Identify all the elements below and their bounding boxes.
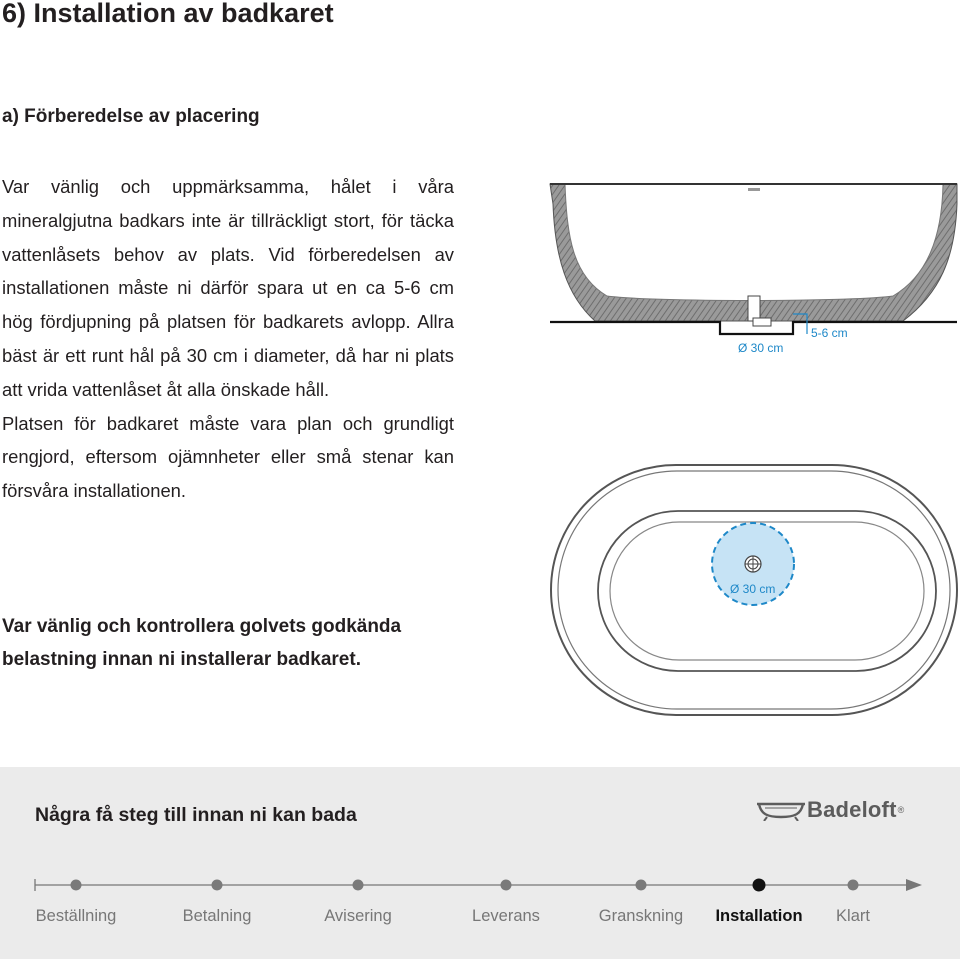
instructions-paragraph-2: Platsen för badkaret måste vara plan och grundligt rengjord, eftersom ojämnheter eller små stenar kan försvåra installationen. [2,412,454,502]
brand-name: Badeloft [807,797,897,822]
drain-diameter-label: Ø 30 cm [730,582,776,596]
step-dot-5 [636,880,647,891]
bathtub-side-section-diagram [545,178,960,368]
instructions-paragraph-1: Var vänlig och uppmärksamma, hålet i våra mineralgjutna badkars inte är tillräckligt stort, för täcka vattenlåsets behov av plats. Vid förberedelsen av installationen måste ni därför spara ut en ca 5-6 cm hög fördjupning på platsen för badkarets avlopp. Allra bäst är ett runt hål på 30 cm i diameter, då har ni plats att vrida vattenlåset åt alla önskade håll. [2,176,454,400]
step-dot-6 [753,879,766,892]
bathtub-top-view-diagram [548,455,960,720]
page-title: 6) Installation av badkaret [2,0,334,28]
drain-pipe [748,296,760,321]
step-dot-4 [501,880,512,891]
recess-depth-label: 5-6 cm [811,326,848,340]
step-label-2: Betalning [182,907,252,925]
tub-inner [565,184,943,301]
step-label-7: Klart [836,907,870,925]
step-label-4: Leverans [472,907,540,925]
bathtub-logo-icon [755,799,807,821]
step-dot-2 [212,880,223,891]
drain-icon [745,556,761,572]
progress-footer [0,767,960,959]
registered-mark: ® [897,805,905,815]
recess-diameter-label: Ø 30 cm [738,341,784,355]
step-dot-3 [353,880,364,891]
timeline-arrow-icon [906,879,922,891]
step-label-1: Beställning [35,907,117,925]
footer-title: Några få steg till innan ni kan bada [35,804,357,826]
step-label-3: Avisering [324,907,392,925]
step-dot-7 [848,880,859,891]
instructions-text [2,170,454,508]
progress-timeline [0,873,960,903]
badeloft-logo [755,797,904,823]
floor-load-warning: Var vänlig och kontrollera golvets godkända belastning innan ni installerar badkaret. [2,616,402,670]
step-label-6: Installation [715,907,803,925]
section-subtitle: a) Förberedelse av placering [2,106,260,127]
step-label-5: Granskning [598,907,684,925]
step-dot-1 [71,880,82,891]
